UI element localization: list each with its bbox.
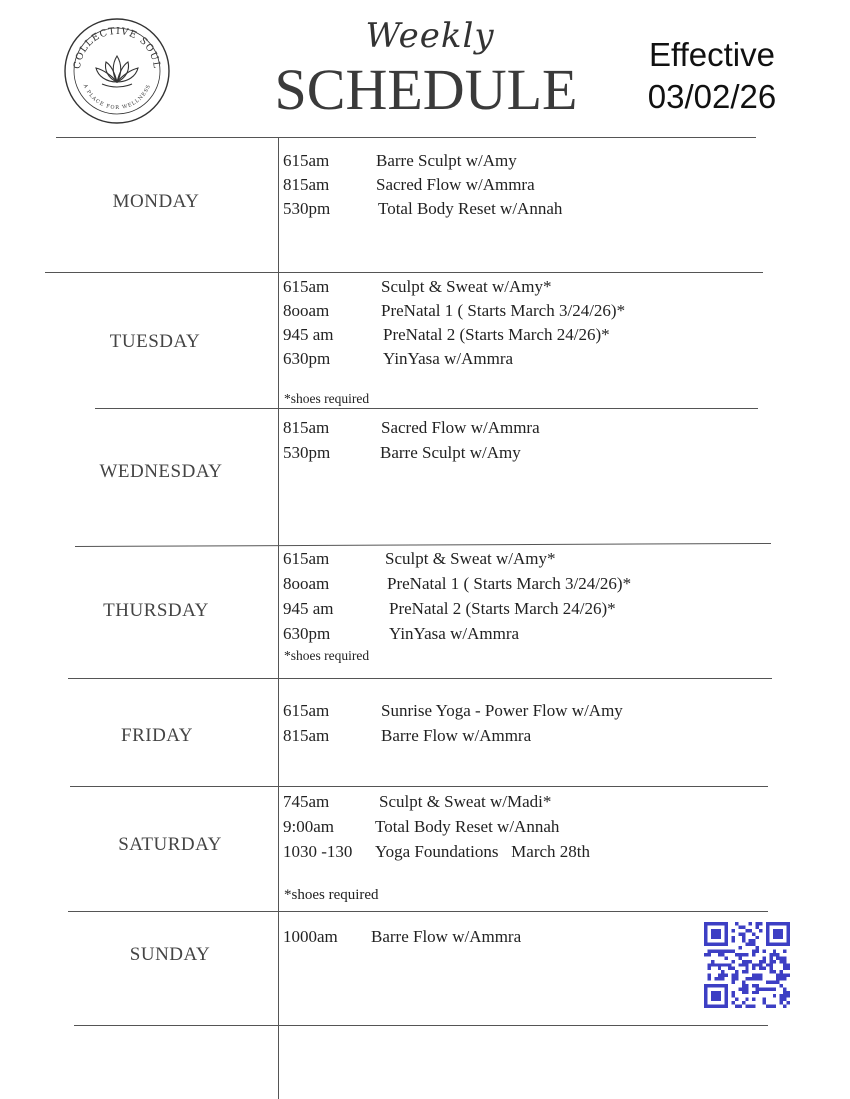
- day-label-sunday: SUNDAY: [129, 944, 211, 965]
- class-name: Barre Flow w/Ammra: [371, 927, 522, 946]
- qr-code[interactable]: [703, 922, 791, 1008]
- class-time: 8ooam: [283, 574, 330, 593]
- day-label-thursday: THURSDAY: [103, 600, 209, 621]
- class-time: 615am: [283, 549, 330, 568]
- class-time: 615am: [283, 151, 330, 170]
- class-name: Sculpt & Sweat w/Madi*: [379, 792, 552, 811]
- class-time: 615am: [283, 277, 330, 296]
- class-name: Total Body Reset w/Annah: [375, 817, 560, 836]
- class-name: Sculpt & Sweat w/Amy*: [385, 549, 556, 568]
- class-name: Sunrise Yoga - Power Flow w/Amy: [381, 701, 623, 720]
- class-time: 815am: [283, 418, 330, 437]
- effective-label: Effective: [649, 36, 775, 73]
- class-name: Barre Sculpt w/Amy: [380, 443, 521, 462]
- class-name: Yoga Foundations March 28th: [375, 842, 591, 861]
- day-label-tuesday: TUESDAY: [109, 331, 201, 352]
- class-name: Total Body Reset w/Annah: [378, 199, 563, 218]
- class-name: Sacred Flow w/Ammra: [381, 418, 540, 437]
- lotus-icon: [96, 56, 138, 87]
- divider-top: [56, 137, 756, 138]
- shoes-required-note: *shoes required: [284, 391, 370, 406]
- class-time: 1000am: [283, 927, 338, 946]
- shoes-required-note: *shoes required: [284, 887, 379, 903]
- class-time: 630pm: [283, 624, 331, 643]
- class-time: 945 am: [283, 599, 334, 618]
- class-time: 615am: [283, 701, 330, 720]
- class-name: Barre Sculpt w/Amy: [376, 151, 517, 170]
- effective-block: [632, 34, 792, 118]
- class-name: Sacred Flow w/Ammra: [376, 175, 535, 194]
- class-time: 630pm: [283, 349, 331, 368]
- day-label-wednesday: WEDNESDAY: [99, 461, 223, 482]
- class-name: YinYasa w/Ammra: [389, 624, 520, 643]
- shoes-required-note: *shoes required: [284, 648, 370, 663]
- class-time: 945 am: [283, 325, 334, 344]
- class-time: 745am: [283, 792, 330, 811]
- day-label-friday: FRIDAY: [121, 725, 193, 746]
- class-name: PreNatal 2 (Starts March 24/26)*: [383, 325, 610, 344]
- class-name: Barre Flow w/Ammra: [381, 726, 532, 745]
- class-name: PreNatal 2 (Starts March 24/26)*: [389, 599, 616, 618]
- logo-text-bottom: A PLACE FOR WELLNESS: [81, 83, 153, 112]
- collective-soul-logo: [62, 16, 172, 126]
- logo-text-top: COLLECTIVE SOUL: [71, 25, 163, 70]
- class-time: 8ooam: [283, 301, 330, 320]
- class-time: 530pm: [283, 199, 331, 218]
- divider-bottom: [74, 1025, 768, 1026]
- divider-sat-sun: [68, 911, 768, 912]
- class-name: PreNatal 1 ( Starts March 3/24/26)*: [381, 301, 626, 320]
- divider-mon-tue: [45, 272, 763, 273]
- day-label-saturday: SATURDAY: [118, 834, 222, 855]
- effective-date: 03/02/26: [647, 78, 777, 115]
- divider-thu-fri: [68, 678, 772, 679]
- weekly-script-title: Weekly: [365, 16, 495, 56]
- class-time: 9:00am: [283, 817, 334, 836]
- class-time: 815am: [283, 726, 330, 745]
- schedule-title: SCHEDULE: [274, 57, 578, 122]
- class-time: 1030 -130: [283, 842, 353, 861]
- divider-fri-sat: [70, 786, 768, 787]
- day-label-monday: MONDAY: [112, 191, 200, 212]
- class-name: PreNatal 1 ( Starts March 3/24/26)*: [387, 574, 632, 593]
- class-name: YinYasa w/Ammra: [383, 349, 514, 368]
- divider-tue-wed: [95, 408, 758, 409]
- svg-text:COLLECTIVE SOUL: [72, 26, 162, 70]
- class-time: 815am: [283, 175, 330, 194]
- class-time: 530pm: [283, 443, 331, 462]
- divider-vertical: [278, 137, 279, 1099]
- divider-wed-thu: [75, 543, 771, 547]
- class-name: Sculpt & Sweat w/Amy*: [381, 277, 552, 296]
